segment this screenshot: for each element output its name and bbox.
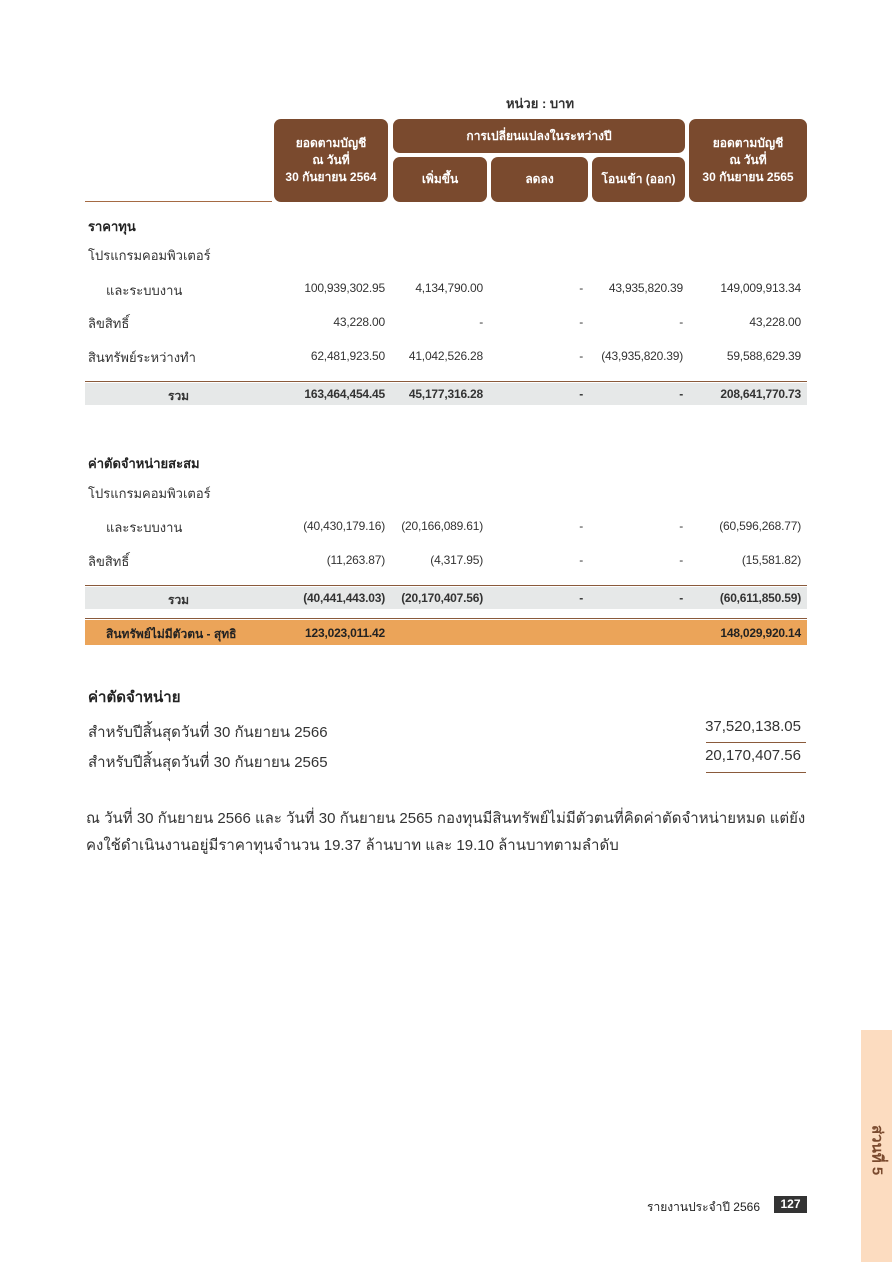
cost-row-decrease: - bbox=[579, 315, 583, 329]
accum-row-label: และระบบงาน bbox=[106, 520, 183, 535]
header-increase: เพิ่มขึ้น bbox=[393, 157, 487, 202]
amortization-rule bbox=[706, 742, 806, 743]
cost-row-increase: 4,134,790.00 bbox=[415, 281, 483, 295]
accum-total-closing: (60,611,850.59) bbox=[719, 591, 801, 605]
cost-row-opening: 100,939,302.95 bbox=[304, 281, 385, 295]
amortization-rule bbox=[706, 772, 806, 773]
cost-row-closing: 59,588,629.39 bbox=[726, 349, 801, 363]
page-number: 127 bbox=[774, 1196, 807, 1213]
cost-total-increase: 45,177,316.28 bbox=[408, 387, 483, 401]
header-opening-line3: 30 กันยายน 2564 bbox=[285, 170, 377, 184]
header-underline bbox=[85, 201, 272, 202]
cost-row-closing: 149,009,913.34 bbox=[720, 281, 801, 295]
cost-total-decrease: - bbox=[579, 387, 583, 401]
accum-row-opening: (11,263.87) bbox=[326, 553, 385, 567]
cost-row-transfer: (43,935,820.39) bbox=[601, 349, 683, 363]
cost-total-opening: 163,464,454.45 bbox=[304, 387, 385, 401]
accum-section-title: ค่าตัดจำหน่ายสะสม bbox=[88, 456, 200, 471]
net-rule bbox=[85, 618, 807, 619]
cost-row-decrease: - bbox=[579, 349, 583, 363]
accum-row-increase: (20,166,089.61) bbox=[401, 519, 483, 533]
header-closing-balance bbox=[689, 119, 807, 202]
amortization-row-label: สำหรับปีสิ้นสุดวันที่ 30 กันยายน 2565 bbox=[88, 754, 328, 771]
header-opening-balance bbox=[274, 119, 388, 202]
accum-total-increase: (20,170,407.56) bbox=[401, 591, 483, 605]
accum-row-closing: (15,581.82) bbox=[741, 553, 801, 567]
cost-row-label: และระบบงาน bbox=[106, 283, 183, 298]
header-closing-line2: ณ วันที่ bbox=[729, 153, 767, 167]
cost-row-label: ลิขสิทธิ์ bbox=[88, 316, 130, 331]
cost-row-closing: 43,228.00 bbox=[749, 315, 801, 329]
cost-section-title: ราคาทุน bbox=[88, 219, 136, 234]
net-label: สินทรัพย์ไม่มีตัวตน - สุทธิ bbox=[106, 627, 237, 641]
cost-total-label: รวม bbox=[168, 389, 190, 403]
footer-report-title: รายงานประจำปี 2566 bbox=[647, 1200, 760, 1214]
cost-row-increase: 41,042,526.28 bbox=[408, 349, 483, 363]
header-transfer: โอนเข้า (ออก) bbox=[592, 157, 685, 202]
accum-total-label: รวม bbox=[168, 593, 190, 607]
cost-total-rule bbox=[85, 381, 807, 382]
accum-row-transfer: - bbox=[679, 553, 683, 567]
net-opening: 123,023,011.42 bbox=[305, 626, 385, 640]
accum-total-opening: (40,441,443.03) bbox=[303, 591, 385, 605]
accum-row-increase: (4,317.95) bbox=[430, 553, 483, 567]
accum-row-transfer: - bbox=[679, 519, 683, 533]
amortization-row-label: สำหรับปีสิ้นสุดวันที่ 30 กันยายน 2566 bbox=[88, 724, 328, 741]
header-opening-line2: ณ วันที่ bbox=[312, 153, 350, 167]
cost-row-opening: 62,481,923.50 bbox=[310, 349, 385, 363]
cost-row-label: สินทรัพย์ระหว่างทำ bbox=[88, 350, 196, 365]
accum-row-decrease: - bbox=[579, 519, 583, 533]
unit-label: หน่วย : บาท bbox=[505, 96, 575, 111]
accum-row-closing: (60,596,268.77) bbox=[719, 519, 801, 533]
header-changes-title: การเปลี่ยนแปลงในระหว่างปี bbox=[393, 119, 685, 153]
note-paragraph: ณ วันที่ 30 กันยายน 2566 และ วันที่ 30 กันยายน 2565 กองทุนมีสินทรัพย์ไม่มีตัวตนที่คิดค่าตัดจำหน่ายหมด แต่ยังคงใช้ดำเนินงานอยู่มีราคาทุนจำนวน 19.37 ล้านบาท และ 19.10 ล้านบาทตามลำดับ bbox=[86, 810, 806, 854]
accum-total-rule bbox=[85, 585, 807, 586]
cost-total-closing: 208,641,770.73 bbox=[720, 387, 801, 401]
accum-total-decrease: - bbox=[579, 591, 583, 605]
header-closing-line1: ยอดตามบัญชี bbox=[712, 136, 784, 150]
cost-row-transfer: 43,935,820.39 bbox=[608, 281, 683, 295]
cost-row-opening: 43,228.00 bbox=[333, 315, 385, 329]
amortization-row-value: 20,170,407.56 bbox=[705, 747, 801, 764]
section-tab-label: ส่วนที่ 5 bbox=[868, 1124, 886, 1176]
header-opening-line1: ยอดตามบัญชี bbox=[295, 136, 367, 150]
accum-row-label: ลิขสิทธิ์ bbox=[88, 554, 130, 569]
cost-row-increase: - bbox=[479, 315, 483, 329]
accum-row-opening: (40,430,179.16) bbox=[303, 519, 385, 533]
net-closing: 148,029,920.14 bbox=[720, 626, 801, 640]
cost-row-decrease: - bbox=[579, 281, 583, 295]
amortization-title: ค่าตัดจำหน่าย bbox=[88, 689, 181, 706]
header-decrease: ลดลง bbox=[491, 157, 588, 202]
accum-row-decrease: - bbox=[579, 553, 583, 567]
cost-total-transfer: - bbox=[679, 387, 683, 401]
amortization-row-value: 37,520,138.05 bbox=[705, 718, 801, 735]
accum-total-transfer: - bbox=[679, 591, 683, 605]
accum-row-label: โปรแกรมคอมพิวเตอร์ bbox=[88, 486, 211, 501]
header-closing-line3: 30 กันยายน 2565 bbox=[702, 170, 794, 184]
cost-row-label: โปรแกรมคอมพิวเตอร์ bbox=[88, 248, 211, 263]
cost-row-transfer: - bbox=[679, 315, 683, 329]
